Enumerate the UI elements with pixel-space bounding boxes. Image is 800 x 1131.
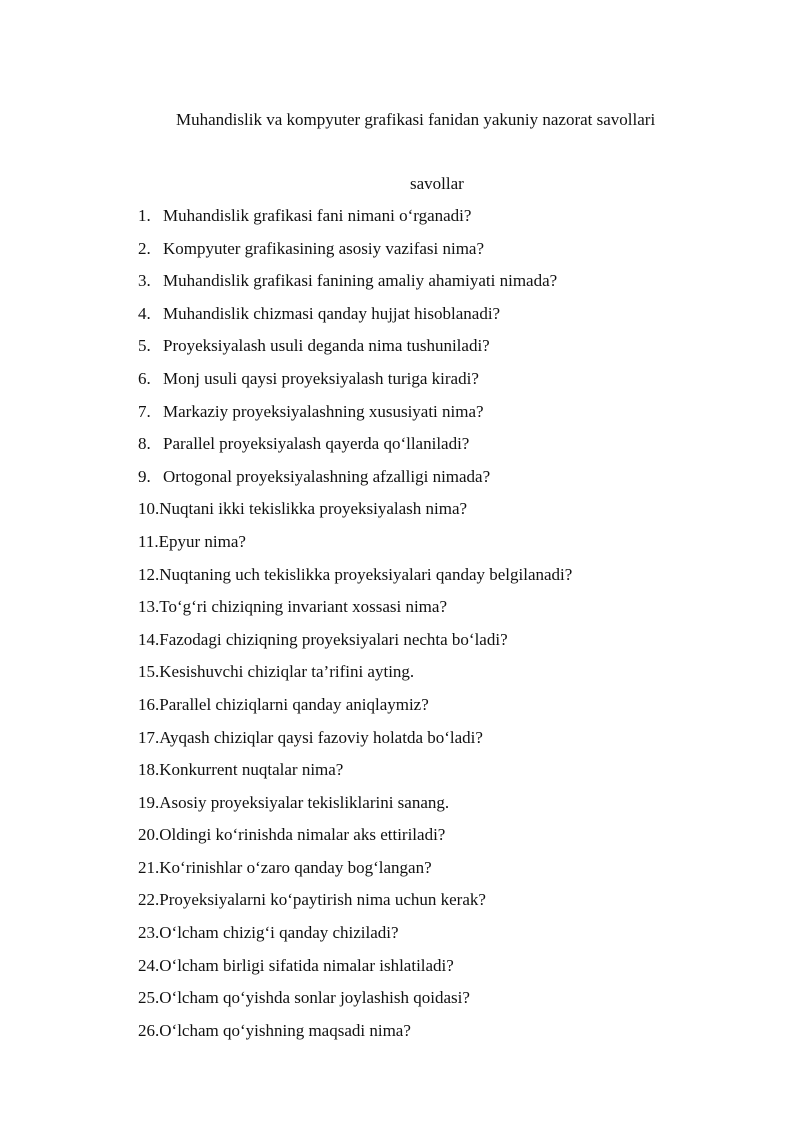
question-text: Muhandislik chizmasi qanday hujjat hisoblanadi? — [163, 303, 501, 323]
question-text: Nuqtani ikki tekislikka proyeksiyalash nima? — [159, 499, 468, 519]
question-item — [138, 1019, 572, 1052]
question-item — [138, 921, 572, 954]
question-text: Markaziy proyeksiyalashning xususiyati nima? — [163, 401, 484, 421]
question-text: Proyeksiyalarni ko‘paytirish nima uchun kerak? — [159, 890, 486, 910]
question-item — [138, 693, 572, 726]
question-item — [138, 302, 572, 335]
question-text: Nuqtaning uch tekislikka proyeksiyalari qanday belgilanadi? — [159, 564, 573, 584]
question-text: Asosiy proyeksiyalar tekisliklarini sanang. — [159, 792, 450, 812]
question-item — [138, 823, 572, 856]
question-text: Kompyuter grafikasining asosiy vazifasi nima? — [163, 238, 485, 258]
question-text: Konkurrent nuqtalar nima? — [159, 760, 344, 780]
question-number: 12. — [138, 564, 160, 584]
question-number: 6. — [138, 368, 151, 388]
question-text: Fazodagi chiziqning proyeksiyalari nechta bo‘ladi? — [159, 629, 508, 649]
question-text: O‘lcham qo‘yishda sonlar joylashish qoidasi? — [159, 988, 470, 1008]
question-number: 1. — [138, 206, 151, 225]
question-number: 3. — [138, 271, 151, 291]
question-item — [138, 497, 572, 530]
section-heading: savollar — [410, 174, 464, 193]
question-number: 7. — [138, 401, 151, 421]
question-item — [138, 595, 572, 628]
question-text: Monj usuli qaysi proyeksiyalash turiga kiradi? — [163, 368, 479, 388]
question-number: 10. — [138, 499, 160, 519]
question-number: 22. — [138, 890, 160, 910]
question-item — [138, 726, 572, 759]
question-number: 4. — [138, 303, 151, 323]
question-item — [138, 432, 572, 465]
question-item — [138, 400, 572, 433]
question-text: Parallel proyeksiyalash qayerda qo‘llaniladi? — [163, 434, 470, 454]
question-number: 14. — [138, 629, 160, 649]
question-text: Proyeksiyalash usuli deganda nima tushuniladi? — [163, 336, 490, 356]
question-number: 17. — [138, 727, 160, 747]
question-text: Parallel chiziqlarni qanday aniqlaymiz? — [159, 694, 429, 714]
document-title: Muhandislik va kompyuter grafikasi fanidan yakuniy nazorat savollari — [176, 110, 656, 129]
question-item — [138, 888, 572, 921]
question-number: 8. — [138, 434, 151, 454]
question-text: Muhandislik grafikasi fanining amaliy ahamiyati nimada? — [163, 271, 558, 291]
question-text: O‘lcham birligi sifatida nimalar ishlatiladi? — [159, 955, 454, 975]
question-item — [138, 954, 572, 987]
question-number: 26. — [138, 1020, 160, 1040]
question-number: 20. — [138, 825, 160, 845]
question-number: 13. — [138, 597, 160, 617]
question-number: 19. — [138, 792, 160, 812]
question-item — [138, 367, 572, 400]
question-item — [138, 237, 572, 270]
question-text: O‘lcham chizig‘i qanday chiziladi? — [159, 923, 399, 943]
question-number: 24. — [138, 955, 160, 975]
question-number: 11. — [138, 531, 159, 551]
question-item — [138, 465, 572, 498]
question-number: 25. — [138, 988, 160, 1008]
question-text: Kesishuvchi chiziqlar ta’rifini ayting. — [159, 662, 415, 682]
question-item — [138, 204, 572, 237]
question-item — [138, 269, 572, 302]
question-item — [138, 530, 572, 563]
question-item — [138, 334, 572, 367]
question-text: To‘g‘ri chiziqning invariant xossasi nima? — [159, 597, 447, 617]
question-number: 2. — [138, 238, 151, 258]
question-text: Muhandislik grafikasi fani nimani o‘rganadi? — [163, 206, 472, 225]
question-item — [138, 660, 572, 693]
question-list — [138, 204, 572, 1051]
question-text: Ko‘rinishlar o‘zaro qanday bog‘langan? — [159, 857, 432, 877]
question-number: 16. — [138, 694, 160, 714]
question-item — [138, 628, 572, 661]
question-number: 9. — [138, 466, 151, 486]
question-text: Oldingi ko‘rinishda nimalar aks ettiriladi? — [159, 825, 446, 845]
question-item — [138, 791, 572, 824]
question-item — [138, 563, 572, 596]
question-number: 18. — [138, 760, 160, 780]
question-number: 23. — [138, 923, 160, 943]
question-item — [138, 758, 572, 791]
question-text: Epyur nima? — [158, 531, 246, 551]
question-text: Ortogonal proyeksiyalashning afzalligi nimada? — [163, 466, 491, 486]
question-number: 15. — [138, 662, 160, 682]
question-text: O‘lcham qo‘yishning maqsadi nima? — [159, 1020, 411, 1040]
question-item — [138, 856, 572, 889]
question-number: 21. — [138, 857, 160, 877]
question-number: 5. — [138, 336, 151, 356]
question-text: Ayqash chiziqlar qaysi fazoviy holatda bo‘ladi? — [159, 727, 483, 747]
question-item — [138, 986, 572, 1019]
